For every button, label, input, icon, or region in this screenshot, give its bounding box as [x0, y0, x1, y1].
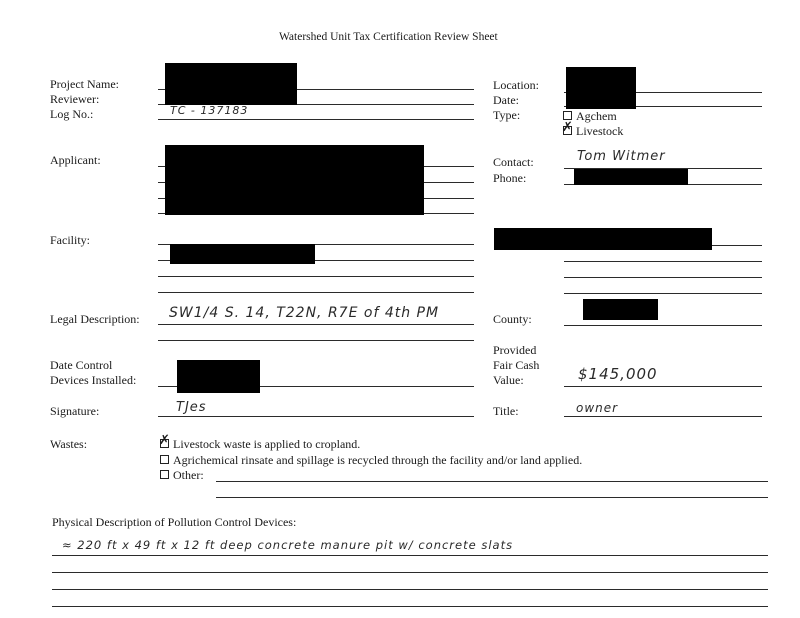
legal-description-value: SW1/4 S. 14, T22N, R7E of 4th PM	[169, 305, 440, 321]
redaction-facility	[170, 244, 315, 264]
redaction-phone	[574, 169, 688, 185]
redaction-location	[566, 67, 636, 109]
waste-agrichemical-checkbox[interactable]	[160, 455, 169, 464]
project-name-label: Project Name:	[50, 77, 119, 91]
date-control-label-2: Devices Installed:	[50, 373, 137, 387]
right-facility-line-4	[564, 293, 762, 294]
physical-description-label: Physical Description of Pollution Control Devices:	[52, 515, 297, 529]
other-line-2	[216, 497, 768, 498]
fair-cash-line	[564, 386, 762, 387]
waste-option-agrichemical[interactable]	[160, 453, 582, 468]
title-value: owner	[576, 401, 619, 415]
legal-line-1	[158, 324, 474, 325]
facility-label: Facility:	[50, 233, 90, 247]
log-no-label: Log No.:	[50, 107, 94, 121]
title-field-label: Title:	[493, 404, 519, 418]
physical-line-2	[52, 572, 768, 573]
waste-livestock-checkbox[interactable]	[160, 439, 169, 448]
page-title: Watershed Unit Tax Certification Review Sheet	[279, 31, 498, 43]
wastes-label: Wastes:	[50, 437, 88, 451]
title-line	[564, 416, 762, 417]
county-line	[564, 325, 762, 326]
redaction-date-installed	[177, 360, 260, 393]
physical-description-value: ≈ 220 ft x 49 ft x 12 ft deep concrete manure pit w/ concrete slats	[62, 538, 514, 552]
legal-line-2	[158, 340, 474, 341]
applicant-label: Applicant:	[50, 153, 101, 167]
redaction-applicant	[165, 145, 424, 215]
right-facility-line-3	[564, 277, 762, 278]
date-label: Date:	[493, 93, 519, 107]
livestock-label: Livestock	[576, 124, 624, 138]
agchem-label: Agchem	[576, 109, 617, 123]
type-option-livestock[interactable]	[563, 124, 623, 139]
waste-other-label: Other:	[173, 468, 204, 482]
phone-label: Phone:	[493, 171, 527, 185]
waste-livestock-label: Livestock waste is applied to cropland.	[173, 437, 361, 451]
fair-cash-label-2: Fair Cash	[493, 358, 540, 372]
legal-description-label: Legal Description:	[50, 312, 140, 326]
contact-label: Contact:	[493, 155, 534, 169]
physical-line-4	[52, 606, 768, 607]
agchem-checkbox[interactable]	[563, 111, 572, 120]
fair-cash-label-3: Value:	[493, 373, 524, 387]
waste-agrichemical-label: Agrichemical rinsate and spillage is recycled through the facility and/or land applied.	[173, 453, 583, 467]
signature-value: TJes	[176, 400, 207, 415]
facility-line-3	[158, 276, 474, 277]
waste-option-other[interactable]	[160, 468, 204, 483]
log-no-value: TC - 137183	[170, 104, 249, 117]
county-label: County:	[493, 312, 532, 326]
signature-line	[158, 416, 474, 417]
log-no-line	[158, 119, 474, 120]
reviewer-label: Reviewer:	[50, 92, 100, 106]
fair-cash-value: $145,000	[578, 365, 658, 383]
fair-cash-label-1: Provided	[493, 343, 537, 357]
waste-other-checkbox[interactable]	[160, 470, 169, 479]
redaction-project-name	[165, 63, 297, 105]
redaction-facility-right	[494, 228, 712, 250]
redaction-county	[583, 299, 658, 320]
location-label: Location:	[493, 78, 539, 92]
other-line-1	[216, 481, 768, 482]
contact-value: Tom Witmer	[577, 149, 666, 164]
physical-line-3	[52, 589, 768, 590]
facility-line-4	[158, 292, 474, 293]
signature-label: Signature:	[50, 404, 100, 418]
right-facility-line-2	[564, 261, 762, 262]
waste-option-livestock[interactable]	[160, 437, 360, 452]
type-label: Type:	[493, 108, 521, 122]
date-control-label-1: Date Control	[50, 358, 113, 372]
livestock-checkbox[interactable]	[563, 126, 572, 135]
physical-line-1	[52, 555, 768, 556]
